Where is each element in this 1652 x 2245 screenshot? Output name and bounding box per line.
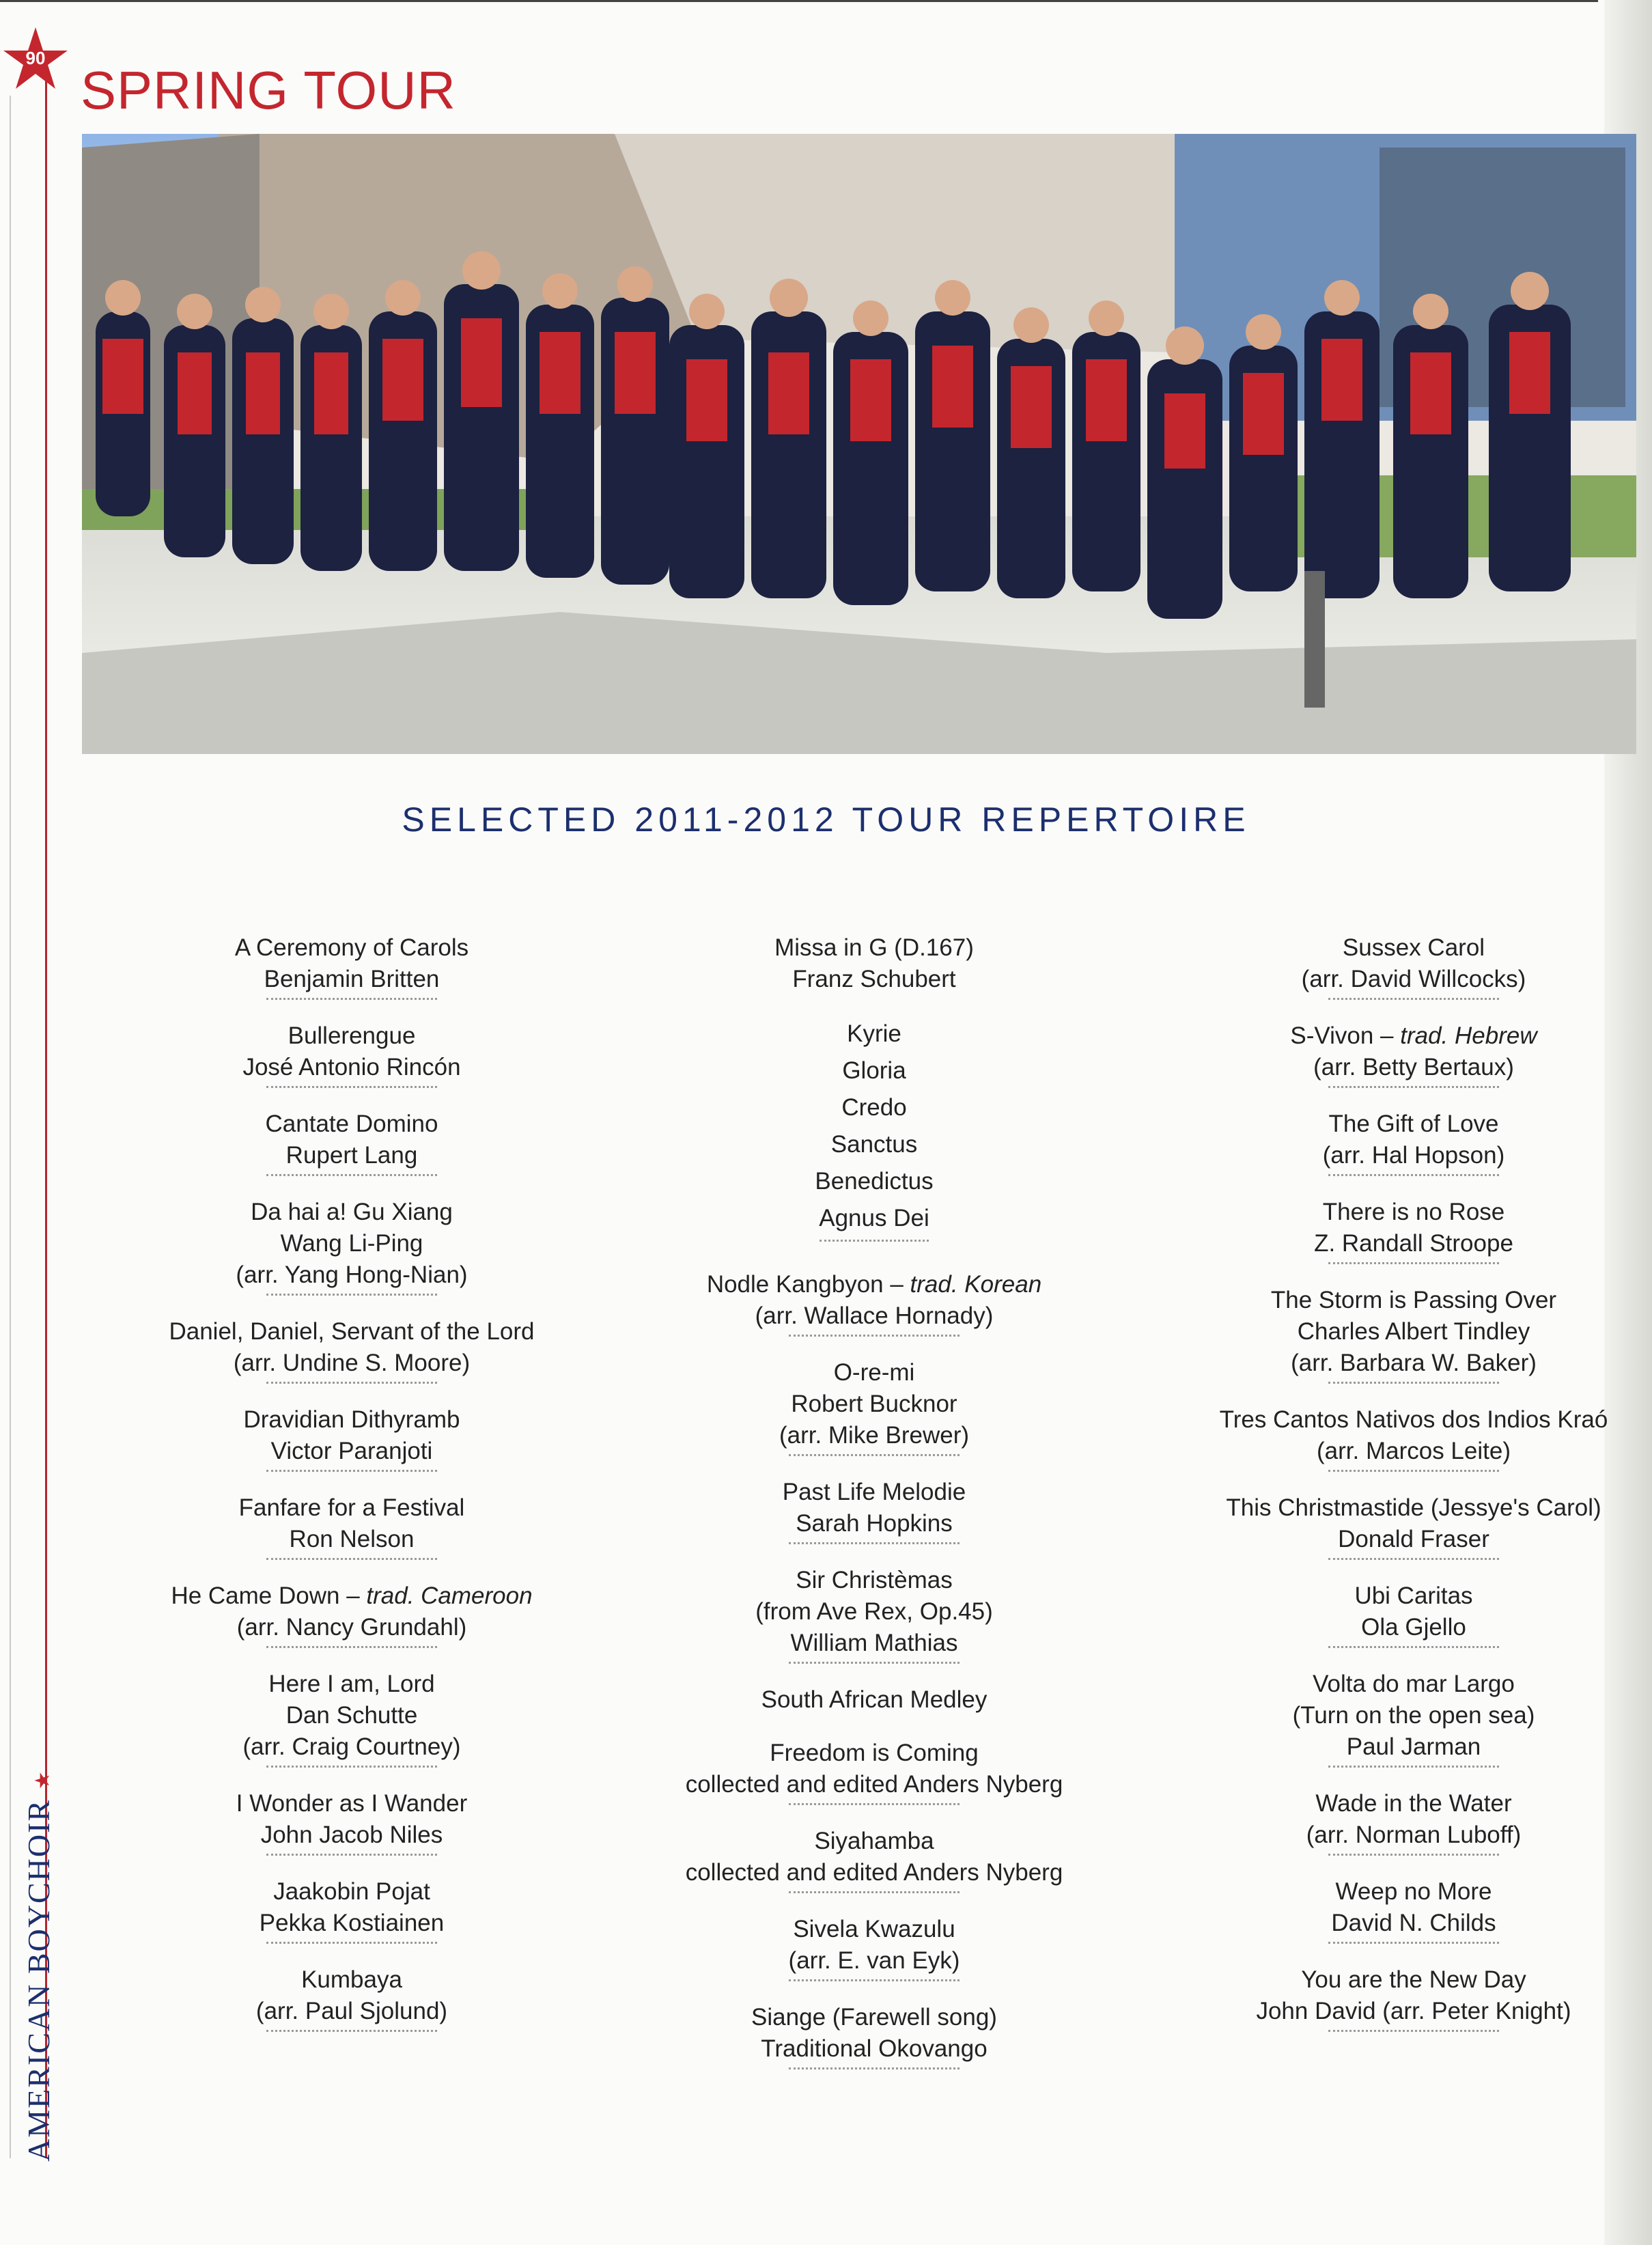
entry-line: Da hai a! Gu Xiang <box>251 1199 453 1225</box>
entry-divider <box>266 1086 437 1088</box>
entry-line: Charles Albert Tindley <box>1297 1318 1530 1345</box>
entry-line: William Mathias <box>790 1630 958 1656</box>
entry-line: He Came Down – trad. Cameroon <box>171 1582 533 1609</box>
repertoire-entry <box>608 2002 1140 2069</box>
entry-line: Jaakobin Pojat <box>273 1878 430 1905</box>
mass-movement: Credo <box>841 1094 907 1121</box>
entry-line: A Ceremony of Carols <box>234 934 469 961</box>
repertoire-entry <box>1147 1876 1652 1944</box>
entry-line: Sussex Carol <box>1342 934 1485 961</box>
repertoire-entry <box>608 1826 1140 1893</box>
spine-text: AMERICAN BOYCHOIR <box>21 1798 56 2162</box>
repertoire-entry <box>1147 1964 1652 2032</box>
entry-line: Fanfare for a Festival <box>238 1494 465 1521</box>
entry-line: I Wonder as I Wander <box>236 1790 468 1817</box>
entry-divider <box>789 1891 960 1893</box>
entry-line: There is no Rose <box>1322 1199 1505 1225</box>
entry-divider <box>789 1803 960 1805</box>
entry-divider <box>266 1294 437 1296</box>
repertoire-entry <box>85 932 618 1000</box>
entry-line: Franz Schubert <box>792 966 956 992</box>
entry-line: Rupert Lang <box>285 1142 418 1169</box>
repertoire-entry <box>85 1964 618 2032</box>
repertoire-list <box>608 1269 1140 1664</box>
entry-line: Ron Nelson <box>289 1526 415 1552</box>
repertoire-entry <box>608 1565 1140 1664</box>
repertoire-entry <box>85 1404 618 1472</box>
entry-divider <box>789 1454 960 1456</box>
entry-divider <box>266 1174 437 1176</box>
entry-line: Daniel, Daniel, Servant of the Lord <box>169 1318 535 1345</box>
entry-line: Dravidian Dithyramb <box>243 1406 460 1433</box>
entry-divider <box>266 1382 437 1384</box>
entry-line: South African Medley <box>761 1686 988 1713</box>
entry-line: Cantate Domino <box>265 1111 438 1137</box>
entry-line: (arr. Barbara W. Baker) <box>1291 1350 1537 1376</box>
repertoire-entry <box>608 1914 1140 1981</box>
entry-line: (arr. Norman Luboff) <box>1306 1822 1522 1848</box>
mass-movements <box>608 1016 1140 1242</box>
entry-line: John Jacob Niles <box>260 1822 443 1848</box>
mass-movement: Agnus Dei <box>819 1205 929 1231</box>
entry-line: Kumbaya <box>301 1966 402 1993</box>
entry-divider <box>789 1979 960 1981</box>
entry-divider <box>1328 1382 1499 1384</box>
entry-line: Weep no More <box>1335 1878 1492 1905</box>
entry-line: Ola Gjello <box>1361 1614 1466 1641</box>
entry-line: Siange (Farewell song) <box>751 2004 997 2031</box>
entry-line: Sivela Kwazulu <box>793 1916 955 1942</box>
entry-line: Benjamin Britten <box>264 966 440 992</box>
repertoire-entry <box>85 1580 618 1648</box>
top-rule <box>0 0 1598 2</box>
entry-line: collected and edited Anders Nyberg <box>685 1859 1063 1886</box>
entry-divider <box>1328 1766 1499 1768</box>
entry-line: (Turn on the open sea) <box>1292 1702 1535 1729</box>
repertoire-entry <box>608 1269 1140 1337</box>
entry-divider <box>1328 1942 1499 1944</box>
repertoire-entry <box>1147 1285 1652 1384</box>
mass-movement: Sanctus <box>830 1131 918 1158</box>
entry-line: Missa in G (D.167) <box>774 934 974 961</box>
entry-line: The Storm is Passing Over <box>1270 1287 1557 1313</box>
trad-origin: trad. Korean <box>910 1271 1042 1298</box>
entry-divider <box>1328 1174 1499 1176</box>
repertoire-entry <box>1147 1788 1652 1856</box>
repertoire-entry <box>85 1669 618 1768</box>
entry-line: (arr. Hal Hopson) <box>1322 1142 1505 1169</box>
entry-divider <box>266 1470 437 1472</box>
entry-line: Robert Bucknor <box>791 1391 957 1417</box>
entry-divider <box>789 2067 960 2069</box>
entry-divider <box>1328 1086 1499 1088</box>
entry-line: Z. Randall Stroope <box>1314 1230 1513 1257</box>
trad-origin: trad. Hebrew <box>1400 1022 1537 1049</box>
star-icon: ★ <box>31 1770 54 1790</box>
entry-line: Nodle Kangbyon – trad. Korean <box>706 1271 1042 1298</box>
entry-line: This Christmastide (Jessye's Carol) <box>1226 1494 1601 1521</box>
mass-movement: Gloria <box>842 1057 906 1084</box>
mass-movement: Benedictus <box>815 1168 934 1195</box>
entry-line: The Gift of Love <box>1328 1111 1499 1137</box>
repertoire-entry <box>608 1738 1140 1805</box>
entry-line: (arr. Wallace Hornady) <box>755 1302 994 1329</box>
entry-line: Freedom is Coming <box>770 1740 979 1766</box>
entry-divider <box>266 1854 437 1856</box>
entry-divider <box>1328 1262 1499 1264</box>
entry-divider <box>266 1942 437 1944</box>
entry-divider <box>789 1542 960 1544</box>
medley-items <box>608 1738 1140 2069</box>
entry-line: (arr. Undine S. Moore) <box>233 1350 471 1376</box>
repertoire-entry <box>1147 1669 1652 1768</box>
repertoire-entry <box>608 932 1140 995</box>
entry-divider <box>1328 1854 1499 1856</box>
page-number: 90 <box>25 48 46 68</box>
entry-line: Sarah Hopkins <box>796 1510 953 1537</box>
repertoire-entry <box>1147 932 1652 1000</box>
entry-divider <box>789 1335 960 1337</box>
entry-line: Past Life Melodie <box>782 1479 966 1505</box>
entry-line: (arr. Yang Hong-Nian) <box>236 1261 468 1288</box>
entry-line: (arr. Marcos Leite) <box>1317 1438 1511 1464</box>
entry-divider <box>1328 1558 1499 1560</box>
repertoire-entry <box>85 1788 618 1856</box>
entry-divider <box>266 1558 437 1560</box>
entry-line: (arr. Mike Brewer) <box>779 1422 970 1449</box>
repertoire-entry <box>1147 1492 1652 1560</box>
entry-line: Tres Cantos Nativos dos Indios Kraó <box>1219 1406 1608 1433</box>
entry-divider <box>1328 998 1499 1000</box>
group-photo <box>82 134 1636 754</box>
entry-line: Pekka Kostiainen <box>259 1910 445 1936</box>
entry-divider <box>789 1662 960 1664</box>
entry-line: S-Vivon – trad. Hebrew <box>1290 1022 1537 1049</box>
repertoire-entry <box>85 1492 618 1560</box>
entry-line: O-re-mi <box>833 1359 915 1386</box>
repertoire-entry <box>1147 1108 1652 1176</box>
entry-divider <box>1328 1470 1499 1472</box>
entry-divider <box>266 998 437 1000</box>
entry-line: Volta do mar Largo <box>1313 1671 1515 1697</box>
repertoire-entry <box>85 1197 618 1296</box>
mass-movement: Kyrie <box>847 1020 901 1047</box>
entry-line: José Antonio Rincón <box>242 1054 461 1080</box>
left-margin-rule-gray <box>10 96 11 2158</box>
repertoire-entry <box>1147 1580 1652 1648</box>
entry-line: (arr. David Willcocks) <box>1301 966 1526 992</box>
entry-line: David N. Childs <box>1331 1910 1496 1936</box>
entry-line: Here I am, Lord <box>268 1671 435 1697</box>
repertoire-entry <box>608 1357 1140 1456</box>
entry-divider <box>266 2030 437 2032</box>
entry-line: Traditional Okovango <box>761 2035 988 2062</box>
repertoire-entry <box>608 1477 1140 1544</box>
entry-line: collected and edited Anders Nyberg <box>685 1771 1063 1798</box>
repertoire-entry <box>85 1108 618 1176</box>
entry-line: (arr. Paul Sjolund) <box>255 1998 448 2024</box>
entry-line: Victor Paranjoti <box>270 1438 433 1464</box>
trad-origin: trad. Cameroon <box>366 1582 533 1609</box>
repertoire-column-2 <box>608 932 1140 2090</box>
entry-divider <box>1328 1646 1499 1648</box>
repertoire-title: SELECTED 2011-2012 TOUR REPERTOIRE <box>402 800 1250 839</box>
repertoire-entry <box>1147 1197 1652 1264</box>
entry-line: Dan Schutte <box>285 1702 418 1729</box>
entry-divider <box>820 1240 929 1242</box>
entry-line: John David (arr. Peter Knight) <box>1256 1998 1571 2024</box>
medley-title <box>608 1684 1140 1716</box>
entry-line: Wade in the Water <box>1315 1790 1512 1817</box>
entry-divider <box>266 1766 437 1768</box>
entry-line: Paul Jarman <box>1346 1733 1481 1760</box>
entry-line: (from Ave Rex, Op.45) <box>755 1598 993 1625</box>
entry-line: (arr. E. van Eyk) <box>788 1947 960 1974</box>
repertoire-column-3 <box>1147 932 1652 2052</box>
entry-line: Siyahamba <box>814 1828 934 1854</box>
spine-brand <box>20 1770 57 2162</box>
entry-line: Donald Fraser <box>1338 1526 1489 1552</box>
entry-line: (arr. Craig Courtney) <box>242 1733 461 1760</box>
entry-divider <box>266 1646 437 1648</box>
repertoire-column-1 <box>85 932 618 2052</box>
entry-line: (arr. Betty Bertaux) <box>1313 1054 1514 1080</box>
entry-divider <box>1328 2030 1499 2032</box>
repertoire-entry <box>85 1020 618 1088</box>
repertoire-entry <box>1147 1404 1652 1472</box>
repertoire-entry <box>1147 1020 1652 1088</box>
entry-line: Sir Christèmas <box>796 1567 953 1593</box>
entry-line: Bullerengue <box>288 1022 416 1049</box>
entry-line: Ubi Caritas <box>1354 1582 1473 1609</box>
entry-line: You are the New Day <box>1301 1966 1526 1993</box>
repertoire-entry <box>85 1316 618 1384</box>
repertoire-entry <box>85 1876 618 1944</box>
entry-line: Wang Li-Ping <box>280 1230 423 1257</box>
section-title: SPRING TOUR <box>81 60 456 120</box>
entry-line: (arr. Nancy Grundahl) <box>236 1614 467 1641</box>
